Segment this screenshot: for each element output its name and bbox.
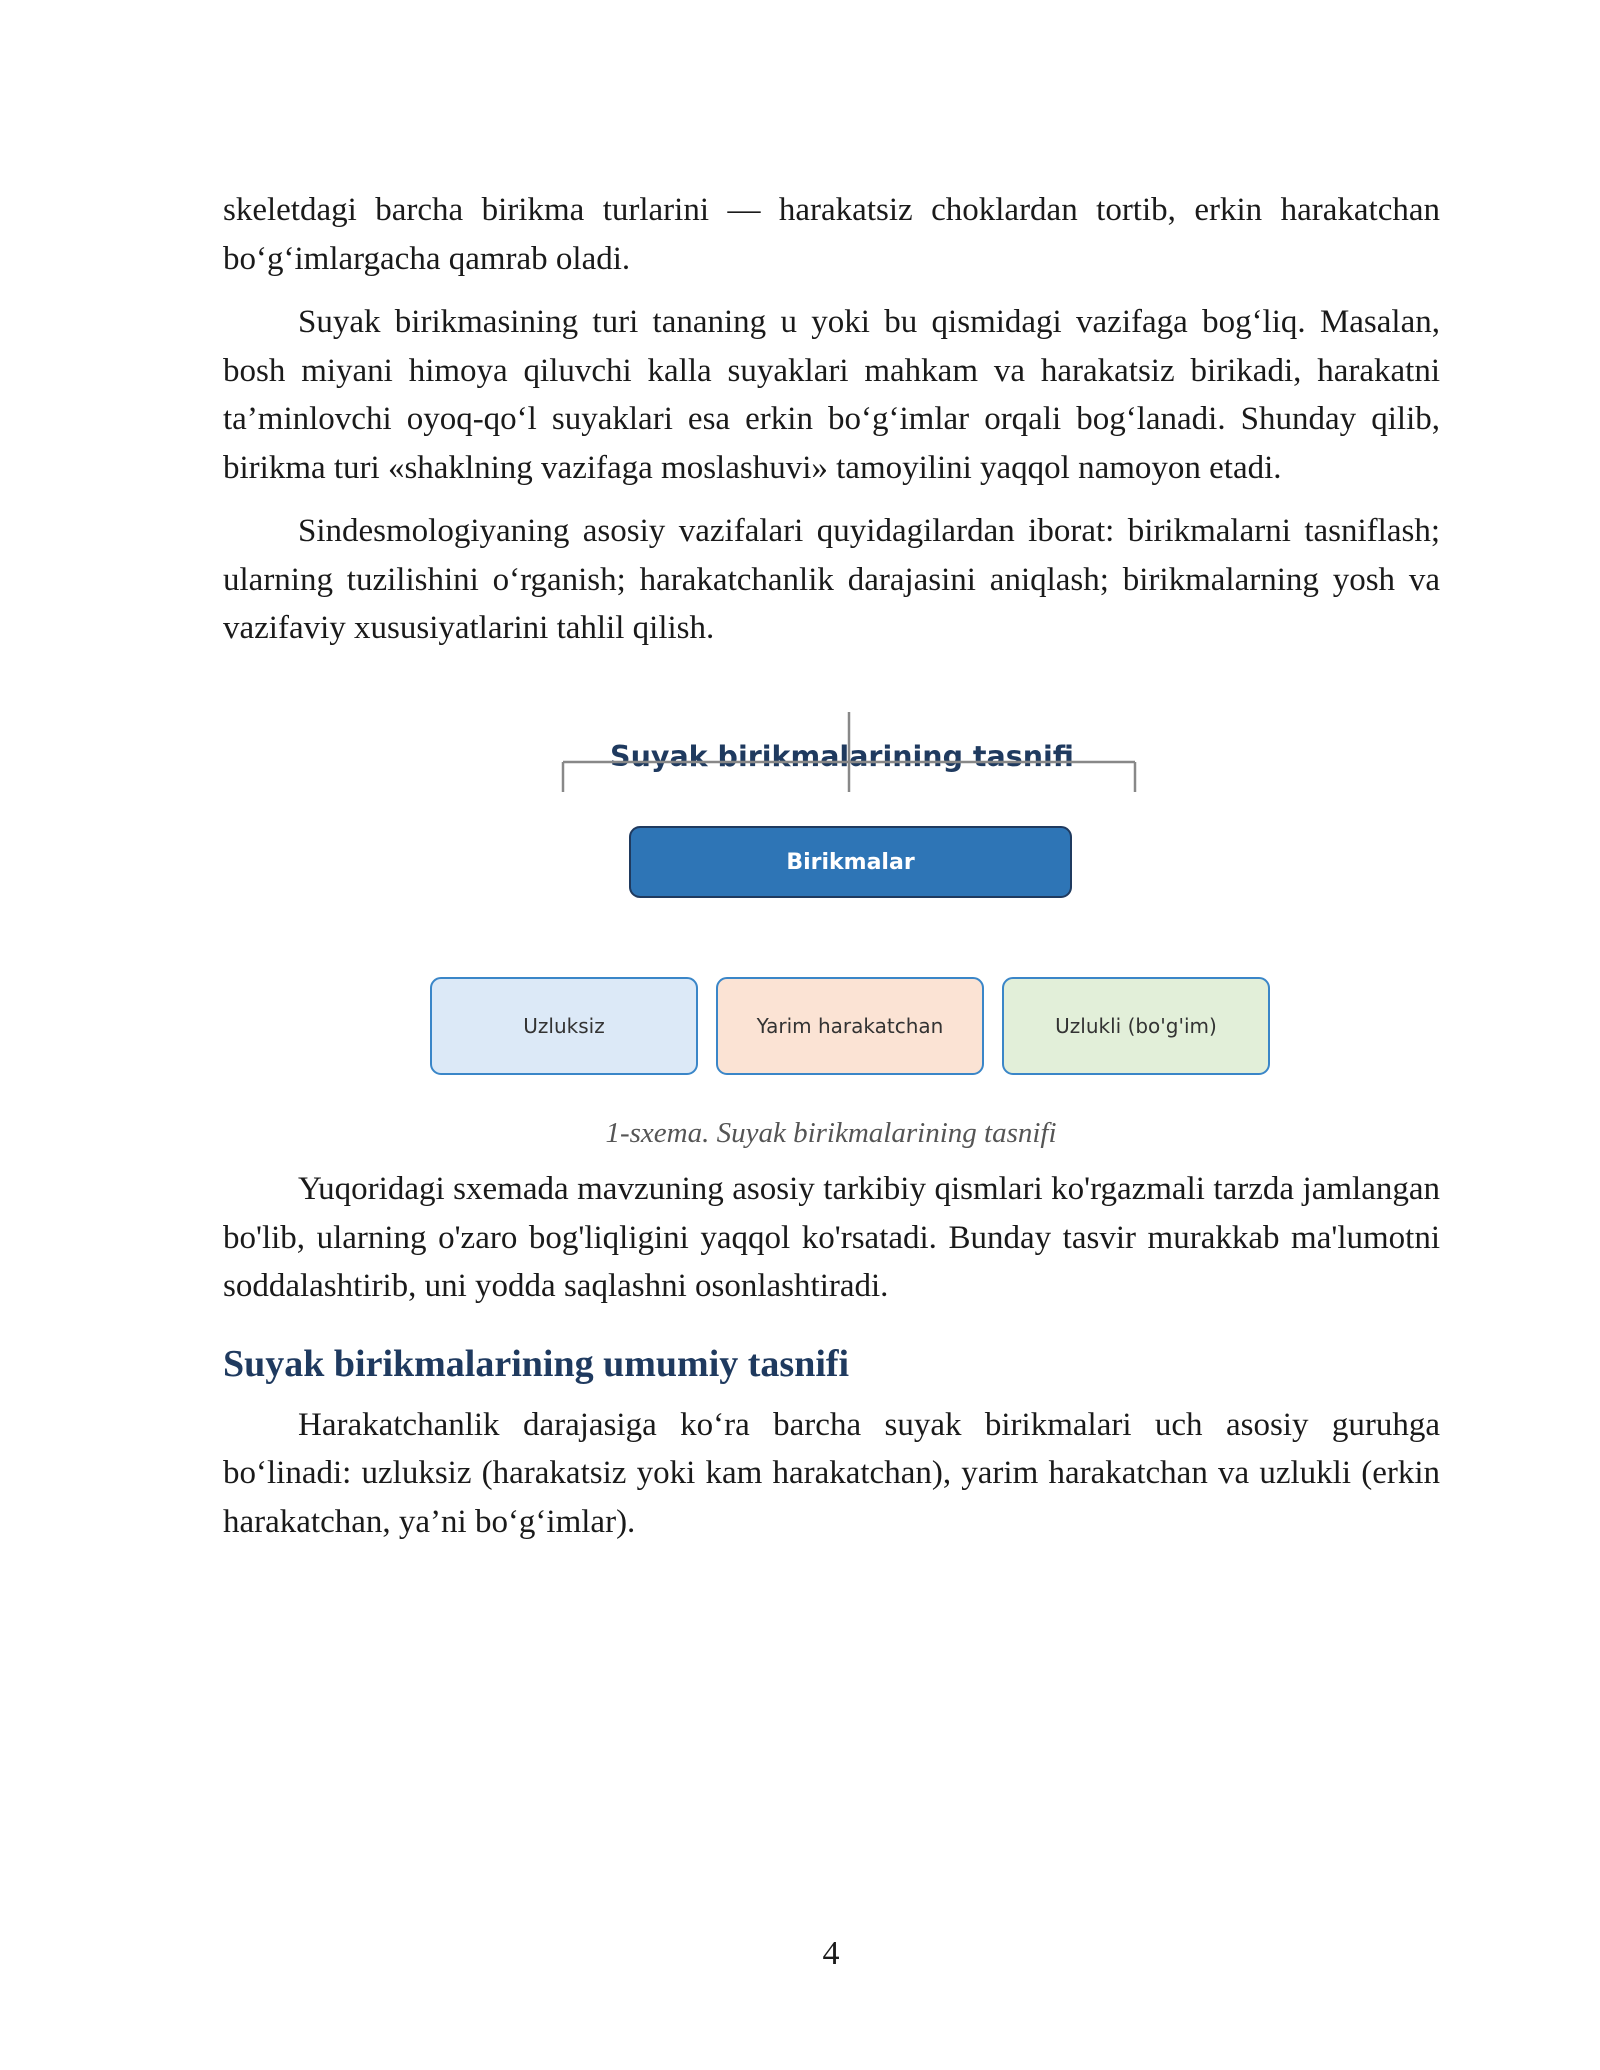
paragraph-classification: Harakatchanlik darajasiga ko‘ra barcha suyak birikmalari uch asosiy guruhga bo‘linadi: uzluksiz (harakatsiz yoki kam harakatchan), yarim harakatchan va uzlukli (erkin harakatchan, ya’ni bo‘g‘imlar). [223, 1406, 1440, 1540]
node-label: Uzluksiz [523, 1014, 605, 1038]
diagram-title: Suyak birikmalarining tasnifi [610, 740, 1074, 773]
root-node-label: Birikmalar [786, 849, 915, 875]
paragraph-continuation: skeletdagi barcha birikma turlarini — harakatsiz choklardan tortib, erkin harakatchan bo‘g‘imlargacha qamrab oladi. [223, 192, 1440, 277]
diagram-node-yarim-harakatchan [716, 977, 984, 1075]
diagram-node-uzluksiz [430, 977, 698, 1075]
paragraph-joint-function: Suyak birikmasining turi tananing u yoki bu qismidagi vazifaga bog‘liq. Masalan, bosh miyani himoya qiluvchi kalla suyaklari mahkam va harakatsiz birikadi, harakatni ta’minlovchi oyoq-qo‘l suyaklari esa erkin bo‘g‘imlar orqali bog‘lanadi. Shunday qilib, birikma turi «shaklning vazifaga moslashuvi» tamoyilini yaqqol namoyon etadi. [223, 304, 1440, 486]
paragraph-syndesmology-tasks: Sindesmologiyaning asosiy vazifalari quyidagilardan iborat: birikmalarni tasniflash; ularning tuzilishini o‘rganish; harakatchanlik darajasini aniqlash; birikmalarning yosh va vazifaviy xususiyatlarini tahlil qilish. [223, 513, 1440, 646]
bottom-text-block [223, 1165, 1440, 1561]
diagram-node-uzlukli [1002, 977, 1270, 1075]
paragraph-diagram-explanation: Yuqoridagi sxemada mavzuning asosiy tarkibiy qismlari ko'rgazmali tarzda jamlangan bo'lib, ularning o'zaro bog'liqligini yaqqol ko'rsatadi. Bunday tasvir murakkab ma'lumotni soddalashtirib, uni yodda saqlashni osonlashtiradi. [223, 1171, 1440, 1304]
diagram-caption: 1-sxema. Suyak birikmalarining tasnifi [605, 1117, 1057, 1149]
page-number: 4 [822, 1935, 840, 1972]
node-label: Yarim harakatchan [756, 1014, 944, 1038]
diagram-root-node [629, 826, 1072, 898]
node-label: Uzlukli (bo'g'im) [1055, 1014, 1217, 1038]
section-heading: Suyak birikmalarining umumiy tasnifi [223, 1342, 850, 1385]
